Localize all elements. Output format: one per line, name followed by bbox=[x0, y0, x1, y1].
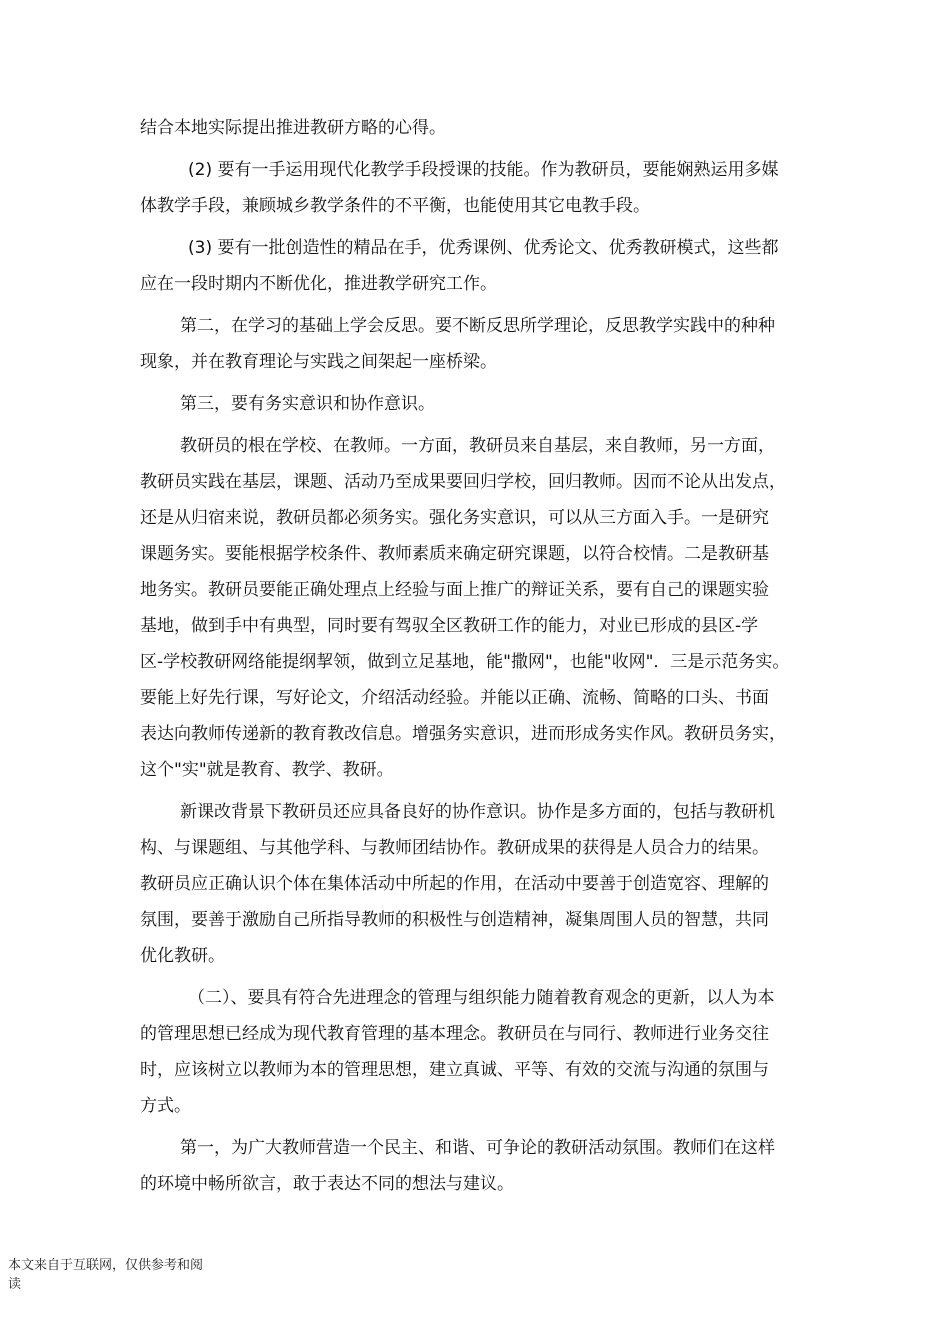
paragraph bbox=[140, 308, 830, 380]
paragraph bbox=[140, 386, 830, 422]
text-line: 方式。 bbox=[140, 1096, 191, 1116]
text-line: 优化教研。 bbox=[140, 946, 225, 966]
text-line: 氛围，要善于激励自己所指导教师的积极性与创造精神，凝集周围人员的智慧，共同 bbox=[140, 910, 769, 930]
text-line: 现象，并在教育理论与实践之间架起一座桥梁。 bbox=[140, 352, 497, 372]
text-line: 要能上好先行课，写好论文，介绍活动经验。并能以正确、流畅、简略的口头、书面 bbox=[140, 688, 769, 708]
footer-line-2: 读 bbox=[8, 1277, 22, 1292]
text-line: 的环境中畅所欲言，敢于表达不同的想法与建议。 bbox=[140, 1174, 514, 1194]
text-line: 第二，在学习的基础上学会反思。要不断反思所学理论，反思教学实践中的种种 bbox=[180, 316, 775, 336]
footer-line-1: 本文来自于互联网，仅供参考和阅 bbox=[8, 1258, 204, 1273]
text-line: 新课改背景下教研员还应具备良好的协作意识。协作是多方面的，包括与教研机 bbox=[180, 802, 775, 822]
text-line: (2) 要有一手运用现代化教学手段授课的技能。作为教研员，要能娴熟运用多媒 bbox=[188, 160, 779, 180]
text-line: 第三，要有务实意识和协作意识。 bbox=[180, 394, 435, 414]
text-line: 教研员实践在基层，课题、活动乃至成果要回归学校，回归教师。因而不论从出发点， bbox=[140, 472, 786, 492]
text-line: 表达向教师传递新的教育教改信息。增强务实意识，进而形成务实作风。教研员务实， bbox=[140, 724, 786, 744]
text-line: 结合本地实际提出推进教研方略的心得。 bbox=[140, 118, 446, 138]
text-line: (3) 要有一批创造性的精品在手，优秀课例、优秀论文、优秀教研模式，这些都 bbox=[188, 238, 779, 258]
text-line: 构、与课题组、与其他学科、与教师团结协作。教研成果的获得是人员合力的结果。 bbox=[140, 838, 769, 858]
text-line: 教研员的根在学校、在教师。一方面，教研员来自基层，来自教师，另一方面， bbox=[180, 436, 775, 456]
text-line: 还是从归宿来说，教研员都必须务实。强化务实意识，可以从三方面入手。一是研究 bbox=[140, 508, 769, 528]
text-line: 时，应该树立以教师为本的管理思想，建立真诚、平等、有效的交流与沟通的氛围与 bbox=[140, 1060, 769, 1080]
paragraph bbox=[140, 152, 830, 224]
text-line: 体教学手段，兼顾城乡教学条件的不平衡，也能使用其它电教手段。 bbox=[140, 196, 650, 216]
text-line: 地务实。教研员要能正确处理点上经验与面上推广的辩证关系，要有自己的课题实验 bbox=[140, 580, 769, 600]
paragraph bbox=[140, 428, 830, 788]
text-line: 教研员应正确认识个体在集体活动中所起的作用，在活动中要善于创造宽容、理解的 bbox=[140, 874, 769, 894]
paragraph-gap bbox=[140, 1202, 830, 1208]
footer-note bbox=[8, 1256, 203, 1294]
text-line: 应在一段时期内不断优化，推进教学研究工作。 bbox=[140, 274, 497, 294]
paragraph bbox=[140, 794, 830, 974]
text-line: 的管理思想已经成为现代教育管理的基本理念。教研员在与同行、教师进行业务交往 bbox=[140, 1024, 769, 1044]
text-line: 基地，做到手中有典型，同时要有驾驭全区教研工作的能力，对业已形成的县区-学 bbox=[140, 616, 759, 636]
paragraph bbox=[140, 110, 830, 146]
text-line: 课题务实。要能根据学校条件、教师素质来确定研究课题，以符合校情。二是教研基 bbox=[140, 544, 769, 564]
paragraph bbox=[140, 1130, 830, 1202]
text-line: 第一，为广大教师营造一个民主、和谐、可争论的教研活动氛围。教师们在这样 bbox=[180, 1138, 775, 1158]
text-line: 这个"实"就是教育、教学、教研。 bbox=[140, 760, 394, 780]
text-line: 区-学校教研网络能提纲挈领，做到立足基地，能"撒网"，也能"收网"．三是示范务实。 bbox=[140, 652, 790, 672]
text-line: （二）、要具有符合先进理念的管理与组织能力随着教育观念的更新，以人为本 bbox=[188, 988, 775, 1008]
document-body bbox=[140, 110, 830, 1208]
paragraph bbox=[140, 980, 830, 1124]
paragraph bbox=[140, 230, 830, 302]
